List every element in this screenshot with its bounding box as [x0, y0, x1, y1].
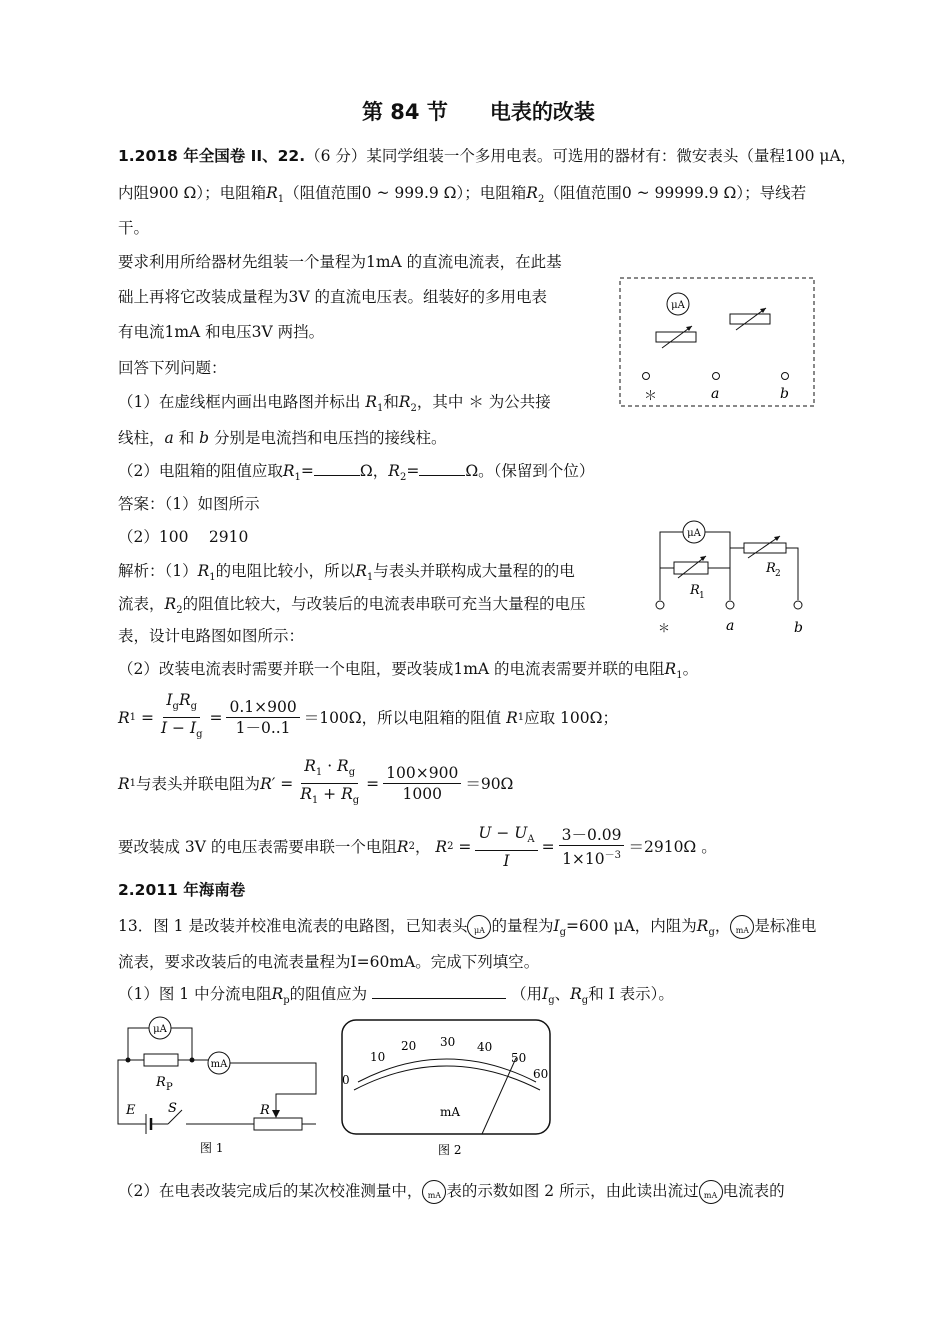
question-1-line-3: 干。: [118, 219, 150, 237]
battery-label: E: [126, 1103, 136, 1118]
milliammeter-icon: mA: [699, 1180, 723, 1204]
text: （1）在虚线框内画出电路图并标出: [118, 393, 361, 411]
tick-label: 20: [401, 1039, 417, 1053]
text: ＝90Ω: [465, 774, 514, 793]
answer-prompt: 回答下列问题：: [118, 359, 227, 377]
fraction-numerator: 100×900: [383, 763, 461, 784]
text: 流表，: [118, 595, 165, 613]
subscript: 2: [399, 472, 407, 483]
explanation-line-2: [118, 594, 586, 621]
r2-label: R: [766, 561, 776, 576]
r2-subscript: 2: [775, 569, 781, 579]
question-2-line-1: 13．图 1 是改装并校准电流表的电路图，已知表头 μA 的量程为$I_g=600$ μA，内阻为$R_g$， mA 是标准电: [118, 917, 817, 938]
question-2-part-2: [118, 1180, 785, 1204]
question-2-source: 2.2011 年海南卷: [118, 881, 246, 899]
text: 是标准电: [754, 917, 817, 935]
text: ，: [714, 917, 731, 935]
microammeter-icon: μA: [467, 915, 491, 939]
formula-2: R 1 与表头并联电阻为 R′ = $\frac{R_1 \cdot R_g}{R_1 + R_g}$ = $\frac{100\times 900}{1000}$ ＝90Ω: [118, 757, 514, 806]
fraction-denominator: 1×10: [562, 850, 605, 869]
requirement-line-3: 有电流1mA 和电压3V 两挡。: [118, 323, 325, 341]
text: 的阻值比较大，与改装后的电流表串联可充当大量程的电压: [182, 595, 586, 613]
subscript: 1: [366, 572, 374, 583]
text: 和: [383, 393, 399, 411]
text: 与表头并联电阻为: [136, 774, 261, 793]
text: 线柱，: [118, 429, 165, 447]
milliammeter-icon: mA: [210, 1059, 228, 1070]
text: 解析：（1）: [118, 562, 198, 580]
terminal-a: a: [164, 429, 174, 447]
exponent: －3: [604, 849, 622, 861]
answer-circuit-diagram: [648, 516, 818, 638]
subscript: 2: [410, 403, 417, 414]
r-symbol: R: [164, 595, 177, 613]
formula-1: R 1 = $\frac{I_gR_g}{I - I_g}$ = $\frac{0.1\times 900}{1-0..1}$ ＝100Ω，所以电阻箱的阻值 R 1 应取 100Ω；: [118, 691, 618, 740]
subscript: 2: [176, 605, 183, 616]
text: 13．图 1 是改装并校准电流表的电路图，已知表头: [118, 917, 468, 935]
switch-label: S: [168, 1101, 177, 1116]
microammeter-icon: μA: [153, 1024, 167, 1035]
r-symbol: R: [398, 393, 411, 411]
part-1-line-2: [118, 428, 447, 448]
r-symbol: R: [282, 462, 295, 480]
question-1-stem-1: （6 分）某同学组装一个多用电表。可选用的器材有：微安表头（量程100 μA，: [305, 147, 857, 165]
answer-blank[interactable]: [372, 998, 506, 999]
question-1-line-2: [118, 183, 806, 210]
text: 的电阻比较小，所以: [215, 562, 356, 580]
text: （用: [511, 985, 543, 1003]
meter-scale: [342, 1035, 548, 1087]
text: Ω，: [359, 462, 389, 480]
r-symbol: R: [365, 393, 377, 411]
terminal-a-label: a: [726, 618, 735, 634]
requirement-line-1: 要求利用所给器材先组装一个量程为1mA 的直流电流表，在此基: [118, 253, 562, 271]
r-symbol: R: [388, 462, 400, 480]
text: 要改装成 3V 的电压表需要串联一个电阻: [118, 838, 397, 856]
page-title: 第 84 节 电表的改装: [362, 100, 595, 124]
answer-line-2: （2）100 2910: [118, 528, 249, 546]
dashed-box-diagram: [618, 274, 818, 410]
figure-1-circuit: [112, 1014, 332, 1164]
explanation-line-3: 表，设计电路图如图所示：: [118, 627, 305, 645]
r-symbol: R: [664, 660, 677, 678]
text: （1）图 1 中分流电阻: [118, 985, 272, 1003]
text: 与表头并联构成大量程的的电: [373, 562, 575, 580]
text: 分别是电流挡和电压挡的接线柱。: [214, 429, 447, 447]
rheostat-label: R: [260, 1103, 270, 1118]
figure-2-meter: [340, 1016, 554, 1161]
explanation-line-4: （2）改装电流表时需要并联一个电阻，要改装成1mA 的电流表需要并联的电阻$R_1$。: [118, 660, 699, 681]
figure-2-caption: 图 2: [438, 1143, 462, 1157]
text: 和: [178, 429, 195, 447]
tick-label: 30: [440, 1035, 456, 1049]
figure-1-caption: 图 1: [200, 1141, 224, 1155]
text: 和 I 表示）。: [588, 985, 674, 1003]
subscript: 1: [376, 403, 384, 414]
question-1-source: 1.2018 年全国卷 II、22.: [118, 147, 306, 165]
answer-blank[interactable]: [419, 475, 465, 476]
text: 应取 100Ω；: [524, 708, 618, 727]
subscript: 1: [209, 572, 216, 583]
text: 的阻值应为: [289, 985, 368, 1003]
question-2-part-1: （1）图 1 中分流电阻$R_p$的阻值应为 （用$I_g$、$R_g$和 I 表示）。: [118, 985, 674, 1006]
stem-text: 内阻900 Ω）；电阻箱: [118, 184, 267, 202]
text: （2）在电表改装完成后的某次校准测量中，: [118, 1182, 423, 1200]
answer-blank[interactable]: [314, 475, 360, 476]
r-symbol: R: [526, 184, 538, 202]
text: ＝100Ω，所以电阻箱的阻值: [303, 708, 502, 727]
subscript: 1: [676, 670, 683, 681]
fraction-numerator: 3－0.09: [559, 825, 625, 846]
stem-text: （阻值范围0 ~ 999.9 Ω）；电阻箱: [284, 184, 527, 202]
terminal-star-label: ＊: [644, 389, 658, 404]
fraction-denominator: 1000: [402, 785, 442, 803]
text: 的量程为: [491, 917, 554, 935]
meter-needle: [482, 1058, 516, 1134]
text: 、: [554, 985, 571, 1003]
stem-text: （阻值范围0 ~ 99999.9 Ω）；导线若: [544, 184, 807, 202]
explanation-line-1: [118, 561, 575, 588]
formula-3: 要改装成 3V 的电压表需要串联一个电阻 R 2 ， R 2 = $\frac{U - U_A}{I}$ = $\frac{3-0.09}{1\times 10^{-3}}$ ＝2910Ω 。: [118, 824, 717, 870]
tick-label: 40: [477, 1040, 493, 1054]
tick-label: 10: [370, 1050, 386, 1064]
text: （2）改装电流表时需要并联一个电阻，要改装成1mA 的电流表需要并联的电阻: [118, 660, 665, 678]
fraction-denominator: 1－0..1: [235, 719, 291, 737]
r1-label: R: [690, 583, 700, 598]
question-1-line-1: [118, 146, 856, 166]
tick-label: 0: [342, 1073, 350, 1087]
r1-subscript: 1: [699, 591, 705, 601]
milliammeter-icon: mA: [422, 1180, 446, 1204]
fraction-numerator: 0.1×900: [226, 697, 299, 718]
subscript: 1: [277, 194, 285, 205]
microammeter-icon: μA: [671, 300, 685, 311]
rp-subscript: P: [166, 1082, 173, 1093]
microammeter-icon: μA: [687, 528, 701, 539]
tick-label: 60: [533, 1067, 549, 1081]
answer-line-1: 答案：（1）如图所示: [118, 495, 260, 513]
text: 表的示数如图 2 所示，由此读出流过: [446, 1182, 699, 1200]
terminal-b: b: [199, 429, 210, 447]
milliammeter-icon: mA: [730, 915, 754, 939]
question-2-line-2: 流表，要求改装后的电流表量程为I=60mA。完成下列填空。: [118, 953, 540, 971]
terminal-a-label: a: [711, 386, 720, 402]
requirement-line-2: 础上再将它改装成量程为3V 的直流电压表。组装好的多用电表: [118, 288, 547, 306]
r-symbol: R: [355, 562, 367, 580]
text: Ω。（保留到个位）: [465, 462, 595, 480]
terminal-b-label: b: [794, 620, 803, 636]
r-symbol: R: [266, 184, 278, 202]
terminal-b-label: b: [780, 386, 789, 402]
tick-label: 50: [511, 1051, 527, 1065]
text: =600 μA，内阻为: [566, 917, 697, 935]
rp-label: R: [156, 1075, 166, 1090]
text: 电流表的: [722, 1182, 785, 1200]
part-2-line: （2）电阻箱的阻值应取$R_1= \Omega$，$R_2= \Omega$。（保留到个位）: [118, 462, 595, 483]
subscript: 2: [537, 194, 545, 205]
text: ，其中 ＊ 为公共接: [416, 393, 551, 411]
meter-unit-label: mA: [440, 1105, 461, 1119]
terminal-star-label: ＊: [658, 621, 671, 635]
r-symbol: R: [197, 562, 210, 580]
text: （2）电阻箱的阻值应取: [118, 462, 283, 480]
part-1-line-1: [118, 392, 551, 419]
text: ＝2910Ω 。: [628, 838, 717, 856]
subscript: 1: [294, 472, 301, 483]
